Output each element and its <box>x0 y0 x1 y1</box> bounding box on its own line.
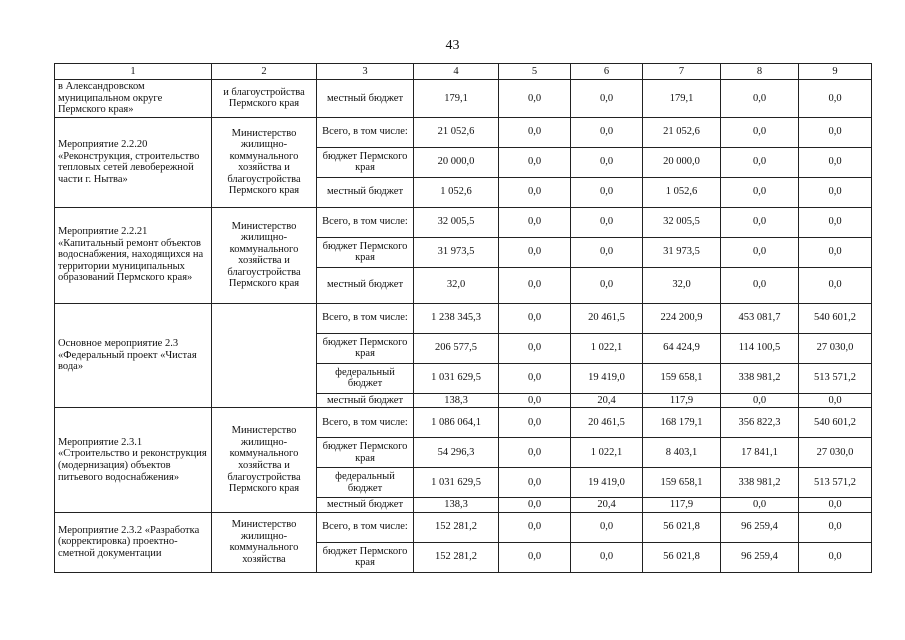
amount-cell: 0,0 <box>721 498 799 513</box>
amount-cell: 0,0 <box>571 147 643 177</box>
funding-source-cell: Всего, в том числе: <box>317 512 414 542</box>
amount-cell: 27 030,0 <box>799 438 872 468</box>
funding-source-cell: федеральный бюджет <box>317 468 414 498</box>
funding-source-cell: Всего, в том числе: <box>317 117 414 147</box>
amount-cell: 453 081,7 <box>721 303 799 333</box>
amount-cell: 0,0 <box>499 333 571 363</box>
funding-source-cell: федеральный бюджет <box>317 363 414 393</box>
amount-cell: 0,0 <box>799 512 872 542</box>
amount-cell: 0,0 <box>499 512 571 542</box>
amount-cell: 0,0 <box>721 267 799 303</box>
header-cell: 3 <box>317 64 414 80</box>
amount-cell: 0,0 <box>499 267 571 303</box>
amount-cell: 17 841,1 <box>721 438 799 468</box>
amount-cell: 0,0 <box>799 117 872 147</box>
amount-cell: 168 179,1 <box>643 408 721 438</box>
event-name-cell: в Александровском муниципальном округе Пермского края» <box>55 80 212 118</box>
amount-cell: 20,4 <box>571 498 643 513</box>
amount-cell: 0,0 <box>499 542 571 572</box>
amount-cell: 0,0 <box>799 177 872 207</box>
amount-cell: 0,0 <box>499 117 571 147</box>
amount-cell: 0,0 <box>721 80 799 118</box>
event-name-cell: Основное мероприятие 2.3 «Федеральный проект «Чистая вода» <box>55 303 212 408</box>
amount-cell: 152 281,2 <box>414 512 499 542</box>
header-cell: 8 <box>721 64 799 80</box>
header-row <box>55 64 872 80</box>
amount-cell: 32 005,5 <box>414 207 499 237</box>
amount-cell: 32,0 <box>414 267 499 303</box>
amount-cell: 19 419,0 <box>571 363 643 393</box>
amount-cell: 356 822,3 <box>721 408 799 438</box>
executor-cell: и благоустройства Пермского края <box>212 80 317 118</box>
amount-cell: 20,4 <box>571 393 643 408</box>
amount-cell: 138,3 <box>414 393 499 408</box>
amount-cell: 32 005,5 <box>643 207 721 237</box>
amount-cell: 1 052,6 <box>643 177 721 207</box>
amount-cell: 0,0 <box>571 237 643 267</box>
amount-cell: 20 000,0 <box>414 147 499 177</box>
amount-cell: 540 601,2 <box>799 408 872 438</box>
amount-cell: 31 973,5 <box>414 237 499 267</box>
amount-cell: 0,0 <box>721 207 799 237</box>
amount-cell: 1 031 629,5 <box>414 363 499 393</box>
amount-cell: 0,0 <box>571 80 643 118</box>
amount-cell: 64 424,9 <box>643 333 721 363</box>
amount-cell: 224 200,9 <box>643 303 721 333</box>
table-row <box>55 303 872 333</box>
amount-cell: 0,0 <box>499 468 571 498</box>
amount-cell: 117,9 <box>643 393 721 408</box>
amount-cell: 8 403,1 <box>643 438 721 468</box>
amount-cell: 0,0 <box>721 237 799 267</box>
amount-cell: 338 981,2 <box>721 468 799 498</box>
amount-cell: 1 022,1 <box>571 333 643 363</box>
amount-cell: 0,0 <box>721 117 799 147</box>
amount-cell: 0,0 <box>799 267 872 303</box>
table-row <box>55 80 872 118</box>
amount-cell: 0,0 <box>499 80 571 118</box>
header-cell: 1 <box>55 64 212 80</box>
table-row <box>55 512 872 542</box>
amount-cell: 32,0 <box>643 267 721 303</box>
amount-cell: 0,0 <box>499 303 571 333</box>
amount-cell: 20 461,5 <box>571 303 643 333</box>
funding-source-cell: местный бюджет <box>317 393 414 408</box>
amount-cell: 152 281,2 <box>414 542 499 572</box>
amount-cell: 179,1 <box>414 80 499 118</box>
amount-cell: 0,0 <box>799 237 872 267</box>
executor-cell: Министерство жилищно-коммунального хозяйства и благоустройства Пермского края <box>212 117 317 207</box>
amount-cell: 1 238 345,3 <box>414 303 499 333</box>
funding-source-cell: бюджет Пермского края <box>317 237 414 267</box>
amount-cell: 114 100,5 <box>721 333 799 363</box>
funding-source-cell: Всего, в том числе: <box>317 408 414 438</box>
amount-cell: 0,0 <box>799 147 872 177</box>
amount-cell: 0,0 <box>799 207 872 237</box>
amount-cell: 21 052,6 <box>414 117 499 147</box>
amount-cell: 0,0 <box>499 438 571 468</box>
table-row <box>55 117 872 147</box>
executor-cell <box>212 303 317 408</box>
header-cell: 6 <box>571 64 643 80</box>
amount-cell: 0,0 <box>721 177 799 207</box>
amount-cell: 96 259,4 <box>721 512 799 542</box>
event-name-cell: Мероприятие 2.3.2 «Разработка (корректировка) проектно-сметной документации <box>55 512 212 572</box>
budget-table <box>54 63 872 573</box>
event-name-cell: Мероприятие 2.2.21 «Капитальный ремонт объектов водоснабжения, находящихся на территории муниципальных образований Пермского края» <box>55 207 212 303</box>
amount-cell: 27 030,0 <box>799 333 872 363</box>
amount-cell: 159 658,1 <box>643 363 721 393</box>
executor-cell: Министерство жилищно-коммунального хозяйства и благоустройства Пермского края <box>212 408 317 513</box>
amount-cell: 206 577,5 <box>414 333 499 363</box>
funding-source-cell: бюджет Пермского края <box>317 542 414 572</box>
amount-cell: 117,9 <box>643 498 721 513</box>
amount-cell: 0,0 <box>499 177 571 207</box>
amount-cell: 0,0 <box>499 207 571 237</box>
amount-cell: 1 052,6 <box>414 177 499 207</box>
amount-cell: 21 052,6 <box>643 117 721 147</box>
amount-cell: 20 000,0 <box>643 147 721 177</box>
header-cell: 2 <box>212 64 317 80</box>
amount-cell: 0,0 <box>499 363 571 393</box>
amount-cell: 96 259,4 <box>721 542 799 572</box>
amount-cell: 54 296,3 <box>414 438 499 468</box>
amount-cell: 56 021,8 <box>643 512 721 542</box>
amount-cell: 0,0 <box>499 408 571 438</box>
amount-cell: 513 571,2 <box>799 363 872 393</box>
amount-cell: 540 601,2 <box>799 303 872 333</box>
amount-cell: 0,0 <box>571 177 643 207</box>
header-cell: 4 <box>414 64 499 80</box>
funding-source-cell: местный бюджет <box>317 177 414 207</box>
amount-cell: 338 981,2 <box>721 363 799 393</box>
amount-cell: 0,0 <box>499 237 571 267</box>
funding-source-cell: местный бюджет <box>317 498 414 513</box>
funding-source-cell: бюджет Пермского края <box>317 333 414 363</box>
funding-source-cell: Всего, в том числе: <box>317 303 414 333</box>
amount-cell: 1 086 064,1 <box>414 408 499 438</box>
amount-cell: 0,0 <box>721 393 799 408</box>
amount-cell: 0,0 <box>721 147 799 177</box>
funding-source-cell: местный бюджет <box>317 80 414 118</box>
amount-cell: 0,0 <box>499 498 571 513</box>
funding-source-cell: местный бюджет <box>317 267 414 303</box>
amount-cell: 0,0 <box>799 542 872 572</box>
table-row <box>55 207 872 237</box>
amount-cell: 0,0 <box>571 117 643 147</box>
amount-cell: 513 571,2 <box>799 468 872 498</box>
executor-cell: Министерство жилищно-коммунального хозяйства и благоустройства Пермского края <box>212 207 317 303</box>
amount-cell: 1 022,1 <box>571 438 643 468</box>
amount-cell: 31 973,5 <box>643 237 721 267</box>
amount-cell: 20 461,5 <box>571 408 643 438</box>
amount-cell: 1 031 629,5 <box>414 468 499 498</box>
amount-cell: 0,0 <box>499 147 571 177</box>
header-cell: 7 <box>643 64 721 80</box>
amount-cell: 138,3 <box>414 498 499 513</box>
amount-cell: 0,0 <box>499 393 571 408</box>
amount-cell: 0,0 <box>799 498 872 513</box>
amount-cell: 0,0 <box>571 512 643 542</box>
funding-source-cell: бюджет Пермского края <box>317 147 414 177</box>
amount-cell: 159 658,1 <box>643 468 721 498</box>
executor-cell: Министерство жилищно-коммунального хозяйства <box>212 512 317 572</box>
header-cell: 9 <box>799 64 872 80</box>
amount-cell: 0,0 <box>571 542 643 572</box>
funding-source-cell: бюджет Пермского края <box>317 438 414 468</box>
table-row <box>55 408 872 438</box>
funding-source-cell: Всего, в том числе: <box>317 207 414 237</box>
page-number: 43 <box>445 38 460 53</box>
event-name-cell: Мероприятие 2.2.20 «Реконструкция, строительство тепловых сетей левобережной части г. Нытва» <box>55 117 212 207</box>
amount-cell: 0,0 <box>571 267 643 303</box>
event-name-cell: Мероприятие 2.3.1 «Строительство и реконструкция (модернизация) объектов питьевого водоснабжения» <box>55 408 212 513</box>
amount-cell: 0,0 <box>571 207 643 237</box>
amount-cell: 56 021,8 <box>643 542 721 572</box>
amount-cell: 179,1 <box>643 80 721 118</box>
amount-cell: 19 419,0 <box>571 468 643 498</box>
amount-cell: 0,0 <box>799 80 872 118</box>
header-cell: 5 <box>499 64 571 80</box>
amount-cell: 0,0 <box>799 393 872 408</box>
